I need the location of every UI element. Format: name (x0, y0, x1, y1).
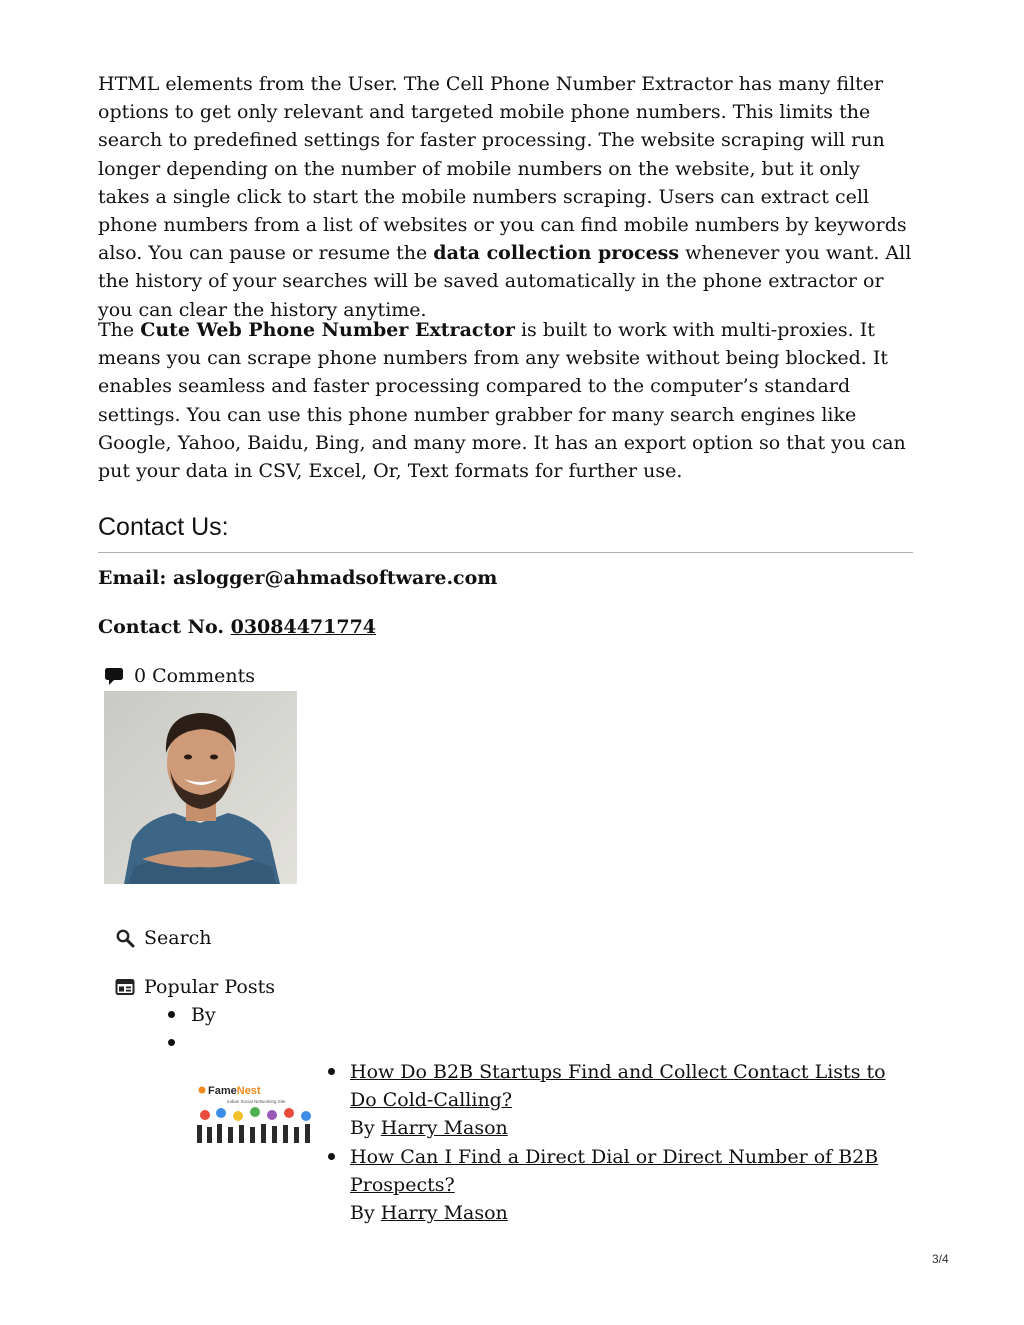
by-label: By (191, 1004, 216, 1026)
paragraph-text: HTML elements from the User. The Cell Phone Number Extractor has many filter options to get only relevant and targeted mobile phone numbers. This limits the search to predefined settings for faster processing. The website scraping will run longer depending on the number of mobile numbers on the website, but it only takes a single click to start the mobile numbers scraping. Users can extract cell phone numbers from a list of websites or you can find mobile numbers by keywords also. You can pause or resume the (98, 73, 907, 265)
thumb-tagline: Indian Social Networking Site (227, 1099, 286, 1104)
post-title-link[interactable]: How Can I Find a Direct Dial or Direct Number of B2B Prospects? (350, 1146, 879, 1197)
contact-heading: Contact Us: (98, 513, 229, 541)
paragraph-text: The (98, 319, 141, 341)
contact-phone-label: Contact No. (98, 616, 231, 638)
post-title-link[interactable]: How Do B2B Startups Find and Collect Contact Lists to Do Cold-Calling? (350, 1061, 886, 1112)
post-author-link[interactable]: Harry Mason (380, 1117, 508, 1140)
post-thumbnail[interactable] (191, 1083, 320, 1148)
contact-phone-link[interactable]: 03084471774 (230, 616, 377, 638)
popular-posts-widget (115, 973, 275, 1001)
article-paragraph-2 (98, 316, 913, 485)
list-bullet (328, 1068, 335, 1075)
paragraph-text: is built to work with multi-proxies. It means you can scrape phone numbers from any website without being blocked. It enables seamless and faster processing compared to the computer’s standard settings. You can use this phone number grabber for many search engines like Google, Yahoo, Baidu, Bing, and many more. It has an export option so that you can put your data in CSV, Excel, Or, Text formats for further use. (98, 319, 906, 483)
list-bullet (328, 1153, 335, 1160)
list-bullet (168, 1011, 175, 1018)
bold-phrase: data collection process (433, 242, 680, 265)
posts-icon (115, 977, 135, 997)
author-avatar (104, 691, 297, 884)
popular-post-item (350, 1143, 910, 1228)
contact-phone (98, 613, 376, 641)
popular-post-item (350, 1058, 910, 1143)
thumb-brand: FameNest (208, 1085, 261, 1097)
search-icon (115, 928, 135, 948)
bold-phrase: Cute Web Phone Number Extractor (140, 319, 515, 341)
contact-email: Email: aslogger@ahmadsoftware.com (98, 567, 498, 589)
search-label: Search (144, 927, 212, 949)
post-author-link[interactable]: Harry Mason (380, 1202, 508, 1225)
search-widget[interactable] (115, 924, 212, 952)
post-by-label: By (350, 1117, 381, 1140)
page-number: 3/4 (932, 1252, 949, 1266)
paragraph-text: whenever you want. All the history of your searches will be saved automatically in the phone extractor or you can clear the history anytime. (98, 242, 912, 321)
comments-count: 0 Comments (134, 665, 256, 687)
post-by-label: By (350, 1202, 381, 1225)
comment-icon (104, 666, 124, 686)
heading-divider (98, 552, 913, 553)
comments-link[interactable] (104, 662, 255, 690)
popular-posts-label: Popular Posts (144, 976, 275, 998)
list-bullet (168, 1039, 175, 1046)
article-paragraph-1 (98, 70, 913, 324)
